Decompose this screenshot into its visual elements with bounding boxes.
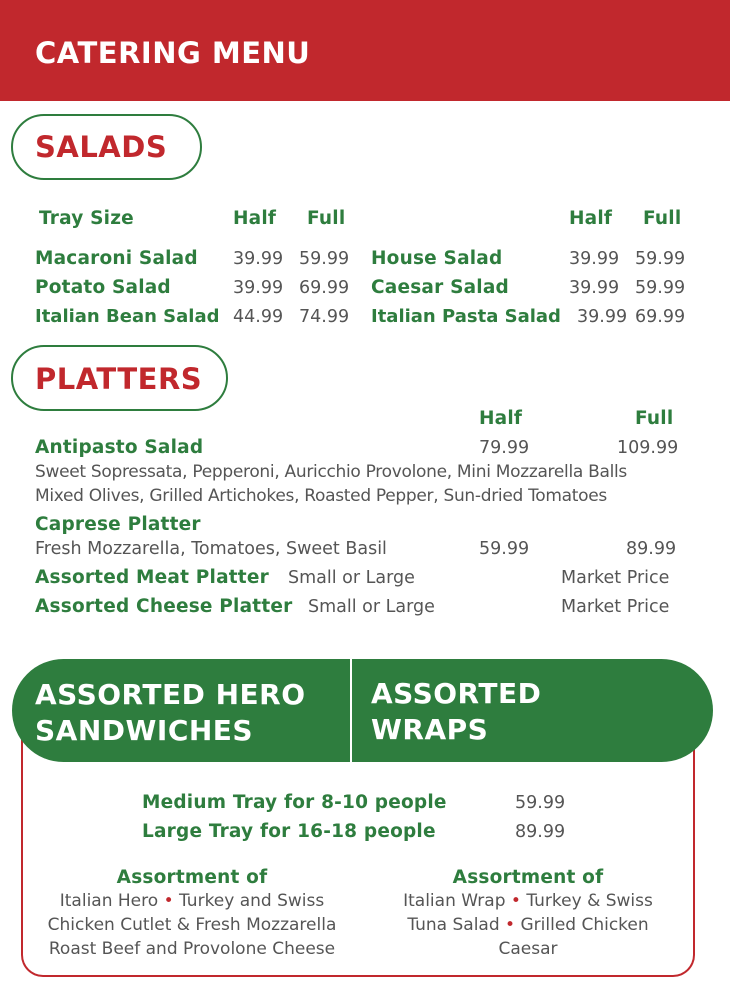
platter-size-meat: Small or Large: [288, 568, 415, 588]
platter-name-cheese: Assorted Cheese Platter: [35, 596, 293, 617]
salad-item-full: 59.99: [635, 249, 686, 269]
hero-title-line2: SANDWICHES: [35, 714, 254, 747]
platter-price-meat: Market Price: [561, 568, 670, 588]
medium-tray-price: 59.99: [515, 793, 566, 813]
salad-item-name: House Salad: [371, 248, 503, 269]
salads-full-header-right: Full: [643, 208, 682, 229]
bullet-dot: •: [510, 891, 521, 911]
salad-item-half: 39.99: [233, 278, 284, 298]
platters-title: PLATTERS: [35, 362, 203, 396]
salad-item-half: 39.99: [569, 249, 620, 269]
salad-item-name: Caesar Salad: [371, 277, 509, 298]
platter-full-antipasto: 109.99: [617, 438, 679, 458]
large-tray-price: 89.99: [515, 822, 566, 842]
wrap-assortment-heading: Assortment of: [452, 867, 604, 888]
wrap-item-chicken: Grilled Chicken: [520, 915, 649, 935]
salad-item-half: 39.99: [577, 307, 628, 327]
platters-full-header: Full: [635, 408, 674, 429]
bullet-dot: •: [505, 915, 516, 935]
wraps-title-line2: WRAPS: [371, 713, 489, 746]
platter-name-caprese: Caprese Platter: [35, 514, 201, 535]
salad-item-full: 69.99: [635, 307, 686, 327]
platter-desc-caprese: Fresh Mozzarella, Tomatoes, Sweet Basil: [35, 539, 387, 559]
salads-half-header-left: Half: [233, 208, 277, 229]
salads-full-header-left: Full: [307, 208, 346, 229]
hero-title-line1: ASSORTED HERO: [35, 678, 306, 711]
platter-price-cheese: Market Price: [561, 597, 670, 617]
header-bar: [0, 0, 730, 101]
salad-item-full: 59.99: [635, 278, 686, 298]
salads-half-header-right: Half: [569, 208, 613, 229]
medium-tray-label: Medium Tray for 8-10 people: [142, 792, 447, 813]
wrap-item-italian: Italian Wrap: [403, 891, 506, 911]
hero-assortment-heading: Assortment of: [116, 867, 268, 888]
large-tray-label: Large Tray for 16-18 people: [142, 821, 436, 842]
platter-half-antipasto: 79.99: [479, 438, 530, 458]
tray-size-label: Tray Size: [39, 208, 134, 229]
platter-desc-antipasto-1: Sweet Sopressata, Pepperoni, Auricchio Provolone, Mini Mozzarella Balls: [35, 462, 627, 482]
platter-name-meat: Assorted Meat Platter: [35, 567, 269, 588]
wraps-title-line1: ASSORTED: [371, 677, 542, 710]
hero-sandwiches-title: [35, 677, 306, 749]
salad-item-name: Macaroni Salad: [35, 248, 198, 269]
hero-assortment-line3: Roast Beef and Provolone Cheese: [48, 939, 336, 959]
wrap-item-turkey: Turkey & Swiss: [526, 891, 653, 911]
salad-item-half: 39.99: [569, 278, 620, 298]
platter-name-antipasto: Antipasto Salad: [35, 437, 204, 458]
salad-item-full: 69.99: [299, 278, 350, 298]
salads-title: SALADS: [35, 130, 168, 164]
salad-item-name: Potato Salad: [35, 277, 171, 298]
wrap-assortment-line1: [358, 891, 698, 911]
platter-half-caprese: 59.99: [479, 539, 530, 559]
platter-size-cheese: Small or Large: [308, 597, 435, 617]
wraps-title: [371, 676, 541, 748]
salad-item-name: Italian Bean Salad: [35, 306, 220, 327]
wrap-assortment-line3: Caesar: [498, 939, 558, 959]
hero-item-italian: Italian Hero: [59, 891, 159, 911]
bullet-dot: •: [163, 891, 174, 911]
wrap-item-tuna: Tuna Salad: [407, 915, 500, 935]
salad-item-full: 74.99: [299, 307, 350, 327]
platter-desc-antipasto-2: Mixed Olives, Grilled Artichokes, Roasted Pepper, Sun-dried Tomatoes: [35, 486, 607, 506]
hero-assortment-line2: Chicken Cutlet & Fresh Mozzarella: [47, 915, 337, 935]
salad-item-half: 39.99: [233, 249, 284, 269]
platter-full-caprese: 89.99: [626, 539, 677, 559]
salad-item-half: 44.99: [233, 307, 284, 327]
wrap-assortment-line2: [358, 915, 698, 935]
hero-item-turkey: Turkey and Swiss: [179, 891, 325, 911]
hero-assortment-line1: [21, 891, 363, 911]
banner-divider: [350, 659, 352, 762]
page-title: CATERING MENU: [35, 36, 311, 70]
salad-item-full: 59.99: [299, 249, 350, 269]
platters-half-header: Half: [479, 408, 523, 429]
salad-item-name: Italian Pasta Salad: [371, 306, 561, 327]
